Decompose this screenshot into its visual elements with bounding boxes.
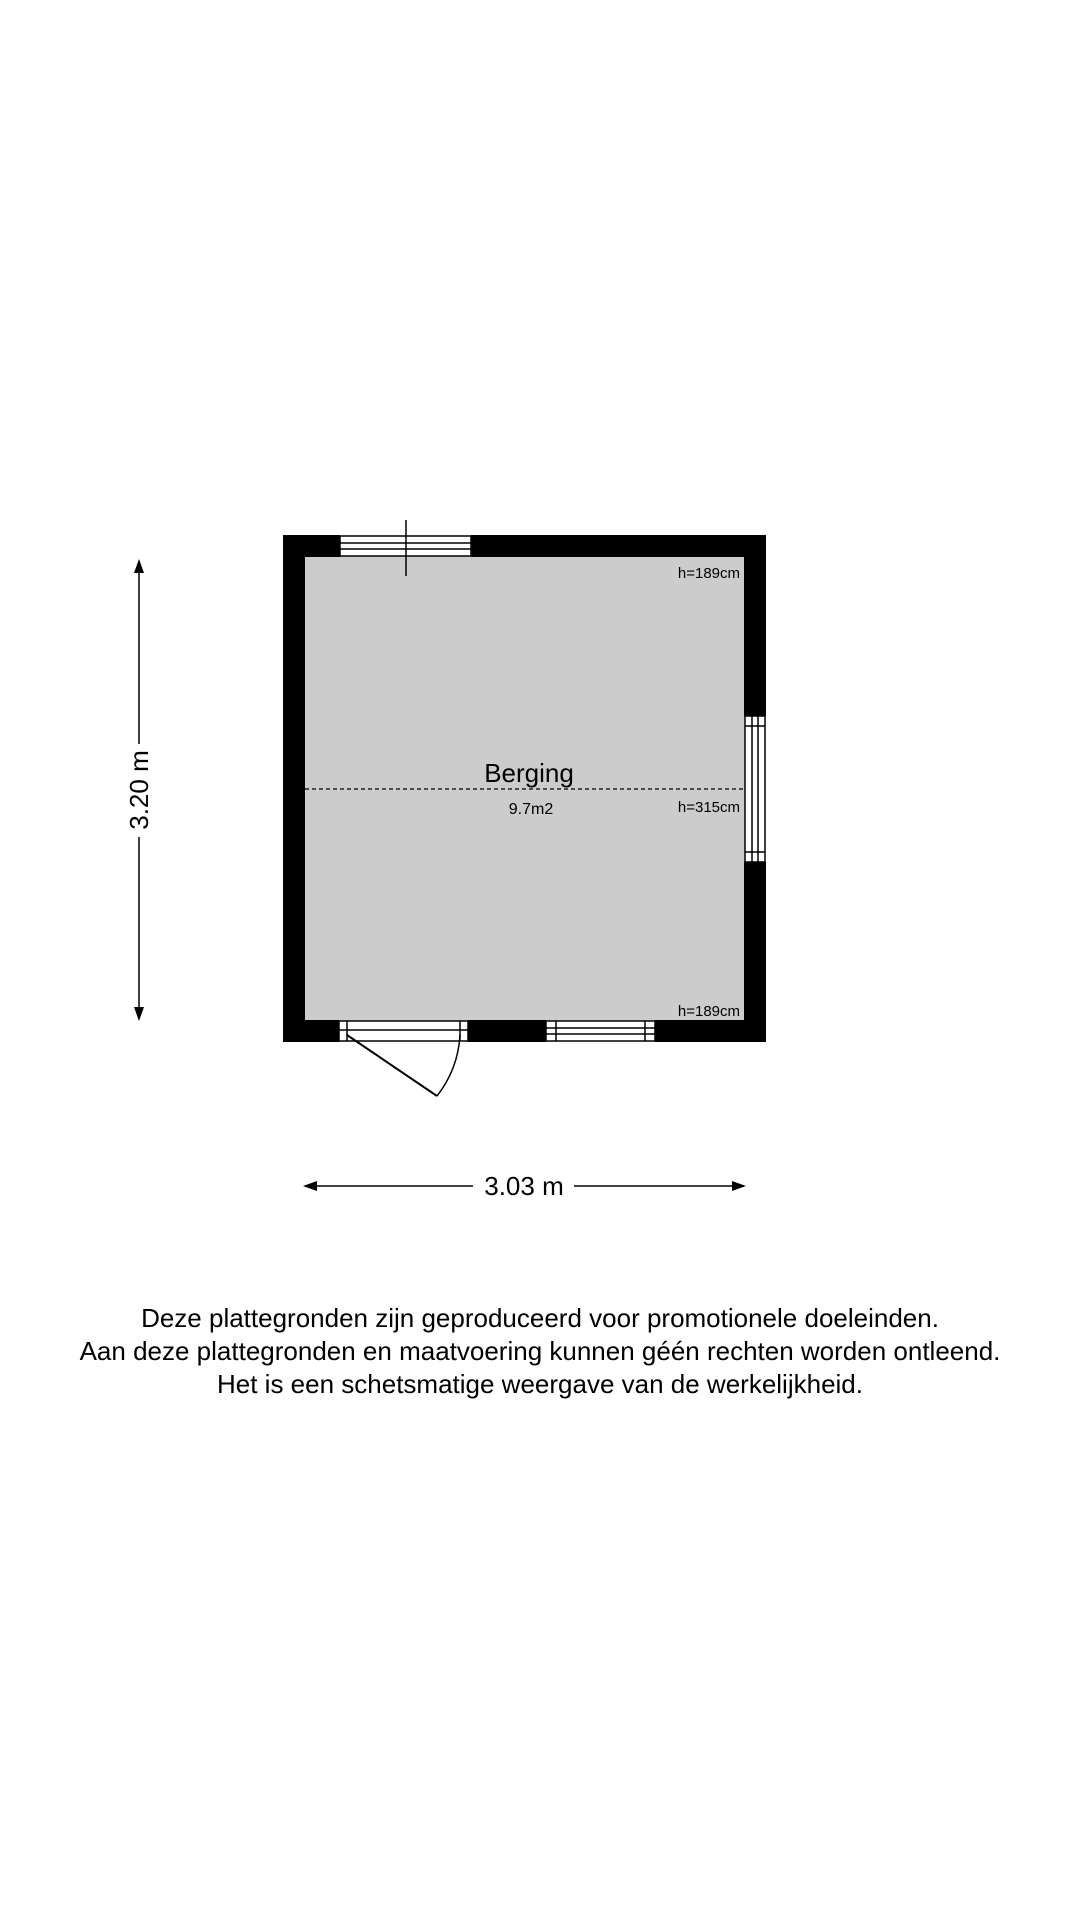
wall-right-upper [744, 535, 766, 716]
door-leaf [347, 1035, 437, 1096]
width-dimension-label: 3.03 m [484, 1171, 564, 1201]
wall-left [283, 535, 305, 1042]
ceiling-height-bottom: h=189cm [677, 1003, 740, 1020]
wall-right-lower [744, 862, 766, 1042]
height-dimension-label: 3.20 m [124, 750, 154, 830]
wall-bottom-right [655, 1020, 766, 1042]
disclaimer-line-2: Aan deze plattegronden en maatvoering kunnen géén rechten worden ontleend. [79, 1336, 1001, 1366]
ceiling-height-middle: h=315cm [677, 799, 740, 816]
door [339, 1021, 468, 1096]
window-bottom [546, 1021, 655, 1041]
disclaimer-line-3: Het is een schetsmatige weergave van de werkelijkheid. [216, 1369, 863, 1399]
wall-bottom-middle [468, 1020, 546, 1042]
room-area: 9.7m2 [508, 801, 554, 818]
disclaimer [0, 1302, 1080, 1401]
ceiling-height-top: h=189cm [677, 565, 740, 582]
wall-top-right [471, 535, 766, 557]
disclaimer-line-1: Deze plattegronden zijn geproduceerd voor promotionele doeleinden. [141, 1303, 939, 1333]
door-swing-arc [437, 1035, 460, 1096]
room-name: Berging [484, 758, 574, 788]
window-right [745, 716, 765, 862]
wall-bottom-left [283, 1020, 339, 1042]
